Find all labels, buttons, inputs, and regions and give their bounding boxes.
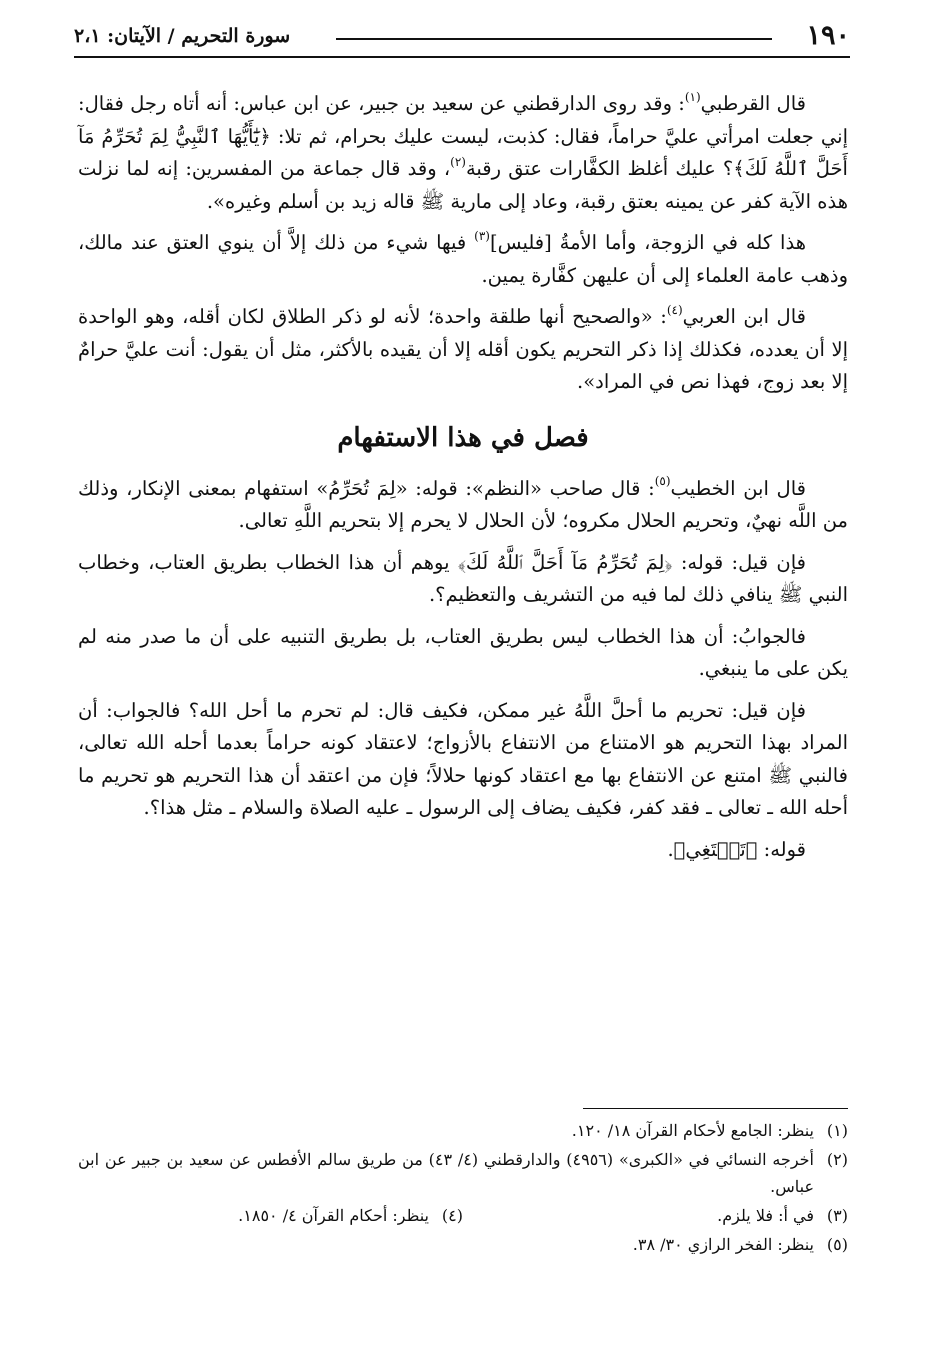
footnote-ref: (٣) (474, 228, 490, 243)
paragraph: فإن قيل: قوله: ﴿لِمَ تُحَرِّمُ مَآ أَحَلَّ ٱللَّهُ لَكَ﴾ يوهم أن هذا الخطاب بطريق العتاب، وخطاب النبي ﷺ ينافي ذلك لما فيه من التشريف والتعظيم؟. (78, 550, 848, 606)
footnote: (٤) ينظر: أحكام القرآن ٤/ ١٨٥٠. (238, 1206, 463, 1225)
header-rule (74, 56, 850, 58)
footnote-row (78, 1202, 848, 1231)
footnote-ref: (٢) (450, 154, 466, 169)
paragraph: قوله: ﴿تَبۡتَغِي﴾. (667, 837, 806, 861)
page-number: ١٩٠ (806, 20, 850, 51)
footnotes (78, 1117, 848, 1260)
paragraph: هذا كله في الزوجة، وأما الأمةُ [فليس]$^{(٣)}$ فيها شيء من ذلك إلاَّ أن ينوي العتق عند مالك، وذهب عامة العلماء إلى أن عليهن كفَّارة يمين. (78, 228, 848, 287)
footnote-ref: (٤) (666, 302, 683, 317)
running-title: سورة التحريم / الآيتان: ٢،١ (74, 25, 291, 47)
footnote-separator (583, 1108, 848, 1109)
header-dash (336, 38, 772, 40)
paragraph: فالجوابُ: أن هذا الخطاب ليس بطريق العتاب، بل بطريق التنبيه على أن ما صدر منه لم يكن على ما ينبغي. (78, 624, 848, 680)
paragraph: قال ابن العربي$^{(٤)}$: «والصحيح أنها طلقة واحدة؛ لأنه لو ذكر الطلاق لكان أقله، وهو الواحدة إلا أن يعدده، فكذلك إذا ذكر التحريم يكون أقله إلا أن يقيده بالأكثر، مثل أن يقول: أنت عليَّ حرامٌ إلا بعد زوج، فهذا نص في المراد». (78, 302, 848, 393)
paragraph: قال القرطبي$^{(١)}$: وقد روى الدارقطني عن سعيد بن جبير، عن ابن عباس: أنه أتاه رجل فقال: إني جعلت امرأتي عليَّ حراماً، فقال: كذبت، ليست عليك بحرام، ثم تلا: ﴿يَٰٓأَيُّهَا ٱلنَّبِيُّ لِمَ تُحَرِّمُ مَآ أَحَلَّ ٱللَّهُ لَكَ﴾؟ عليك أغلظ الكفَّارات عتق رقبة$^{(٢)}$، وقد قال جماعة من المفسرين: إنه لما نزلت هذه الآية كفر عن يمينه بعتق رقبة، وعاد إلى مارية ﷺ قاله زيد بن أسلم وغيره». (78, 89, 848, 213)
footnote-ref: (٥) (654, 474, 671, 488)
footnote-ref: (١) (684, 89, 701, 104)
footnote: (١) ينظر: الجامع لأحكام القرآن ١٨/ ١٢٠. (571, 1121, 848, 1140)
running-header (74, 16, 850, 56)
footnote: (٣) في أ: فلا يلزم. (717, 1206, 848, 1225)
main-text (78, 82, 848, 875)
paragraph: قال ابن الخطيب$^{(٥)}$: قال صاحب «النظم»: قوله: «لِمَ تُحَرِّمُ» استفهام بمعنى الإنكار، وذلك من اللَّه نهيٌ، وتحريم الحلال مكروه؛ لأن الحلال لا يحرم إلا بتحريم اللَّهِ تعالى. (78, 474, 848, 532)
section-heading: فصل في هذا الاستفهام (337, 422, 589, 453)
paragraph: فإن قيل: تحريم ما أحلَّ اللَّهُ غير ممكن، فكيف قال: لم تحرم ما أحل الله؟ فالجواب: أن المراد بهذا التحريم هو الامتناع من الانتفاع بالأزواج؛ لاعتقاد كونه حراماً بعدما أحله الله تعالى، فالنبي ﷺ امتنع عن الانتفاع بها مع اعتقاد كونها حلالاً؛ فإن من اعتقد أن هذا التحريم هو تحريم ما أحله الله ـ تعالى ـ فقد كفر، فكيف يضاف إلى الرسول ـ عليه الصلاة والسلام ـ مثل هذا؟. (78, 698, 848, 819)
footnote: (٥) ينظر: الفخر الرازي ٣٠/ ٣٨. (632, 1235, 848, 1254)
footnote: (٢) أخرجه النسائي في «الكبرى» (٤٩٥٦) والدارقطني (٤/ ٤٣) من طريق سالم الأفطس عن سعيد بن جبير عن ابن عباس. (78, 1150, 848, 1196)
